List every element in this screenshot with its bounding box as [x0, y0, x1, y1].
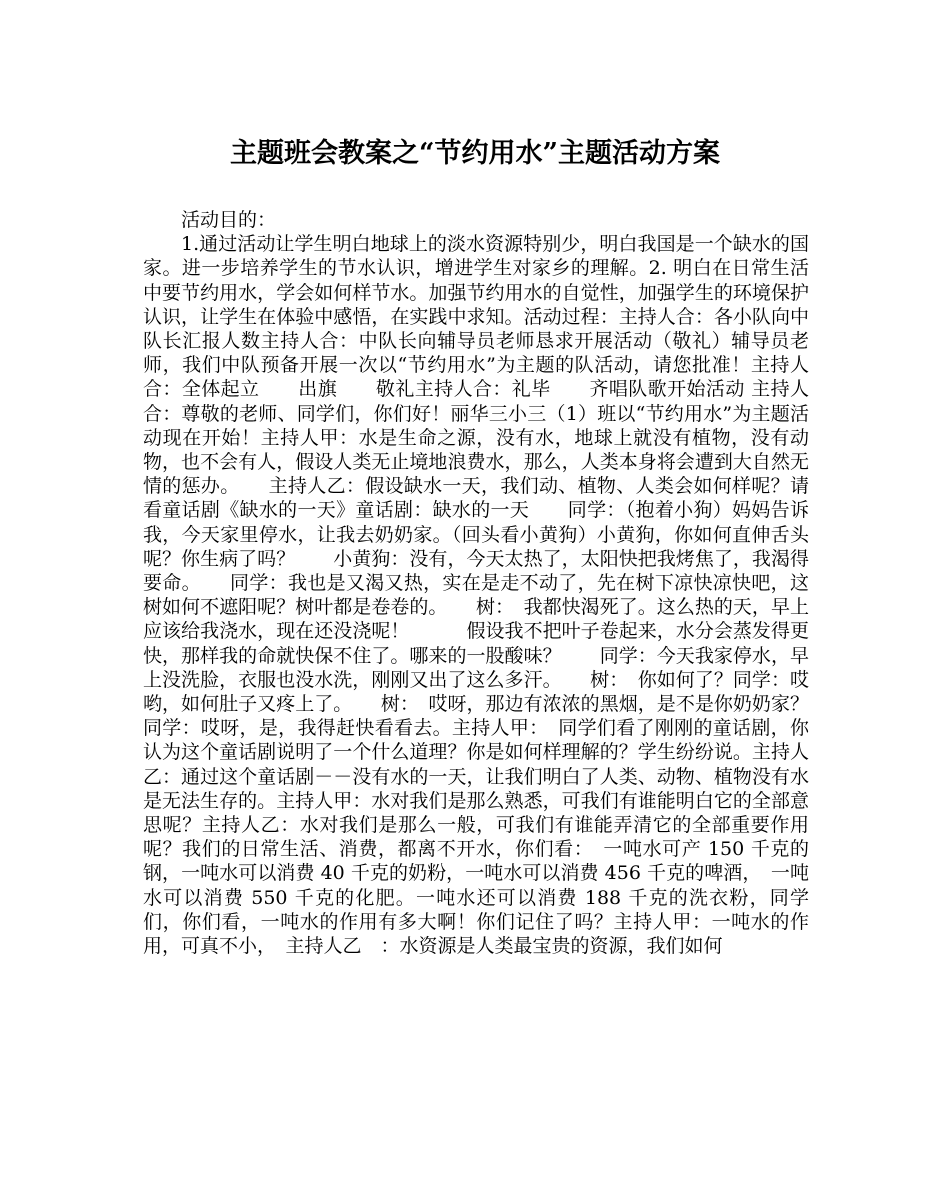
paragraph-purpose-heading: 活动目的：: [181, 209, 277, 231]
document-title: 主题班会教案之“节约用水”主题活动方案: [229, 138, 721, 169]
paragraph-main: 1.通过活动让学生明白地球上的淡水资源特别少，明白我国是一个缺水的国家。进一步培养学生的节水认识，增进学生对家乡的理解。2. 明白在日常生活中要节约用水，学会如何样节水。加强节约用水的自觉性，加强学生的环境保护认识，让学生在体验中感悟，在实践中求知。活动过程：主持人合：各小队向中队长汇报人数主持人合：中队长向辅导员老师恳求开展活动（敬礼）辅导员老师，我们中队预备开展一次以“节约用水”为主题的队活动，请您批准！主持人合：全体起立 出旗 敬礼主持人合：礼毕 齐唱队歌开始活动 主持人合：尊敬的老师、同学们，你们好！丽华三小三（1）班以“节约用水”为主题活动现在开始！主持人甲：水是生命之源，没有水，地球上就没有植物，没有动物，也不会有人，假设人类无止境地浪费水，那么，人类本身将会遭到大自然无情的惩办。 主持人乙：假设缺水一天，我们动、植物、人类会如何样呢？请看童话剧《缺水的一天》童话剧：缺水的一天 同学：（抱着小狗）妈妈告诉我，今天家里停水，让我去奶奶家。（回头看小黄狗）小黄狗，你如何直伸舌头呢？你生病了吗？ 小黄狗：没有，今天太热了，太阳快把我烤焦了，我渴得要命。 同学：我也是又渴又热，实在是走不动了，先在树下凉快凉快吧，这树如何不遮阳呢？树叶都是卷卷的。 树： 我都快渴死了。这么热的天，早上应该给我浇水，现在还没浇呢！ 假设我不把叶子卷起来，水分会蒸发得更快，那样我的命就快保不住了。哪来的一股酸味？ 同学：今天我家停水，早上没洗脸，衣服也没水洗，刚刚又出了这么多汗。 树： 你如何了？同学：哎哟，如何肚子又疼上了。 树： 哎呀，那边有浓浓的黑烟，是不是你奶奶家？同学：哎呀，是，我得赶快看看去。主持人甲： 同学们看了刚刚的童话剧，你认为这个童话剧说明了一个什么道理？你是如何样理解的？学生纷纷说。主持人乙：通过这个童话剧－－没有水的一天，让我们明白了人类、动物、植物没有水是无法生存的。主持人甲：水对我们是那么熟悉，可我们有谁能明白它的全部意思呢？主持人乙：水对我们是那么一般，可我们有谁能弄清它的全部重要作用呢？我们的日常生活、消费，都离不开水，你们看： 一吨水可产 150 千克的钢，一吨水可以消费 40 千克的奶粉，一吨水可以消费 456 千克的啤酒， 一吨水可以消费 550 千克的化肥。一吨水还可以消费 188 千克的洗衣粉，同学们，你们看，一吨水的作用有多大啊！你们记住了吗？主持人甲：一吨水的作用，可真不小， 主持人乙 ：水资源是人类最宝贵的资源，我们如何: [143, 233, 809, 958]
document-body: [143, 208, 809, 958]
